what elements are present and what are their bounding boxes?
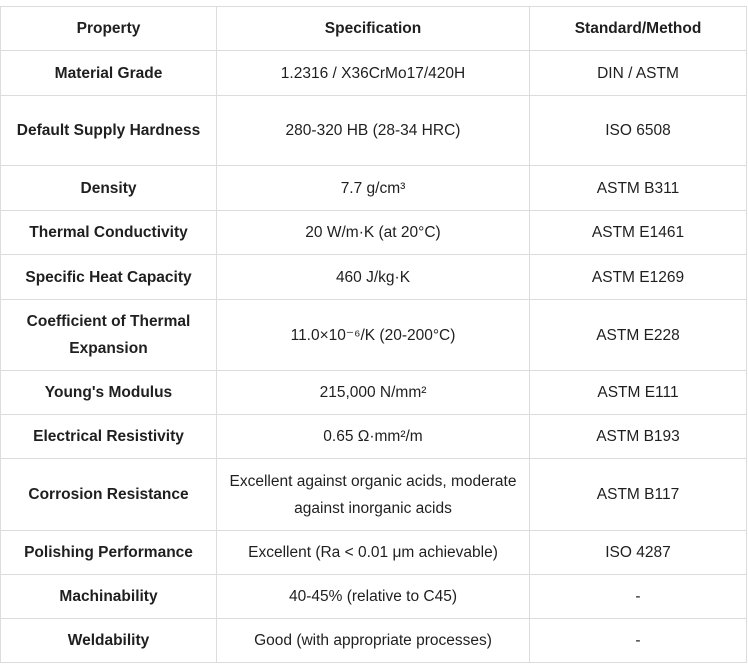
cell-property: Electrical Resistivity [1, 415, 217, 459]
cell-specification: Excellent (Ra < 0.01 μm achievable) [217, 531, 530, 575]
table-row [1, 211, 747, 255]
cell-specification: 11.0×10⁻⁶/K (20-200°C) [217, 300, 530, 371]
cell-standard: ASTM B117 [530, 459, 747, 531]
cell-specification: 1.2316 / X36CrMo17/420H [217, 51, 530, 96]
cell-property: Young's Modulus [1, 371, 217, 415]
cell-standard: - [530, 619, 747, 663]
cell-specification: Excellent against organic acids, moderate against inorganic acids [217, 459, 530, 531]
cell-specification: 280-320 HB (28-34 HRC) [217, 96, 530, 166]
cell-standard: ASTM E228 [530, 300, 747, 371]
table-row [1, 51, 747, 96]
table-row [1, 96, 747, 166]
header-row [1, 7, 747, 51]
table-row [1, 300, 747, 371]
cell-property: Polishing Performance [1, 531, 217, 575]
table-row [1, 531, 747, 575]
cell-property: Default Supply Hardness [1, 96, 217, 166]
cell-specification: 0.65 Ω·mm²/m [217, 415, 530, 459]
table-row [1, 415, 747, 459]
header-standard-method: Standard/Method [530, 7, 747, 51]
cell-property: Specific Heat Capacity [1, 255, 217, 300]
cell-property: Thermal Conductivity [1, 211, 217, 255]
cell-standard: ISO 4287 [530, 531, 747, 575]
table-header [1, 7, 747, 51]
table-row [1, 575, 747, 619]
cell-standard: ASTM E1269 [530, 255, 747, 300]
table-row [1, 166, 747, 211]
cell-standard: ASTM E111 [530, 371, 747, 415]
table-body [1, 51, 747, 663]
cell-standard: ASTM E1461 [530, 211, 747, 255]
cell-specification: 215,000 N/mm² [217, 371, 530, 415]
cell-standard: DIN / ASTM [530, 51, 747, 96]
cell-standard: - [530, 575, 747, 619]
cell-property: Corrosion Resistance [1, 459, 217, 531]
cell-standard: ISO 6508 [530, 96, 747, 166]
header-specification: Specification [217, 7, 530, 51]
cell-standard: ASTM B193 [530, 415, 747, 459]
cell-property: Coefficient of Thermal Expansion [1, 300, 217, 371]
cell-specification: 20 W/m·K (at 20°C) [217, 211, 530, 255]
cell-standard: ASTM B311 [530, 166, 747, 211]
table-row [1, 255, 747, 300]
cell-property: Material Grade [1, 51, 217, 96]
table-row [1, 371, 747, 415]
properties-table [0, 6, 747, 663]
cell-property: Machinability [1, 575, 217, 619]
header-property: Property [1, 7, 217, 51]
table-row [1, 459, 747, 531]
cell-specification: Good (with appropriate processes) [217, 619, 530, 663]
cell-property: Density [1, 166, 217, 211]
cell-specification: 7.7 g/cm³ [217, 166, 530, 211]
cell-specification: 460 J/kg·K [217, 255, 530, 300]
table-row [1, 619, 747, 663]
cell-property: Weldability [1, 619, 217, 663]
cell-specification: 40-45% (relative to C45) [217, 575, 530, 619]
